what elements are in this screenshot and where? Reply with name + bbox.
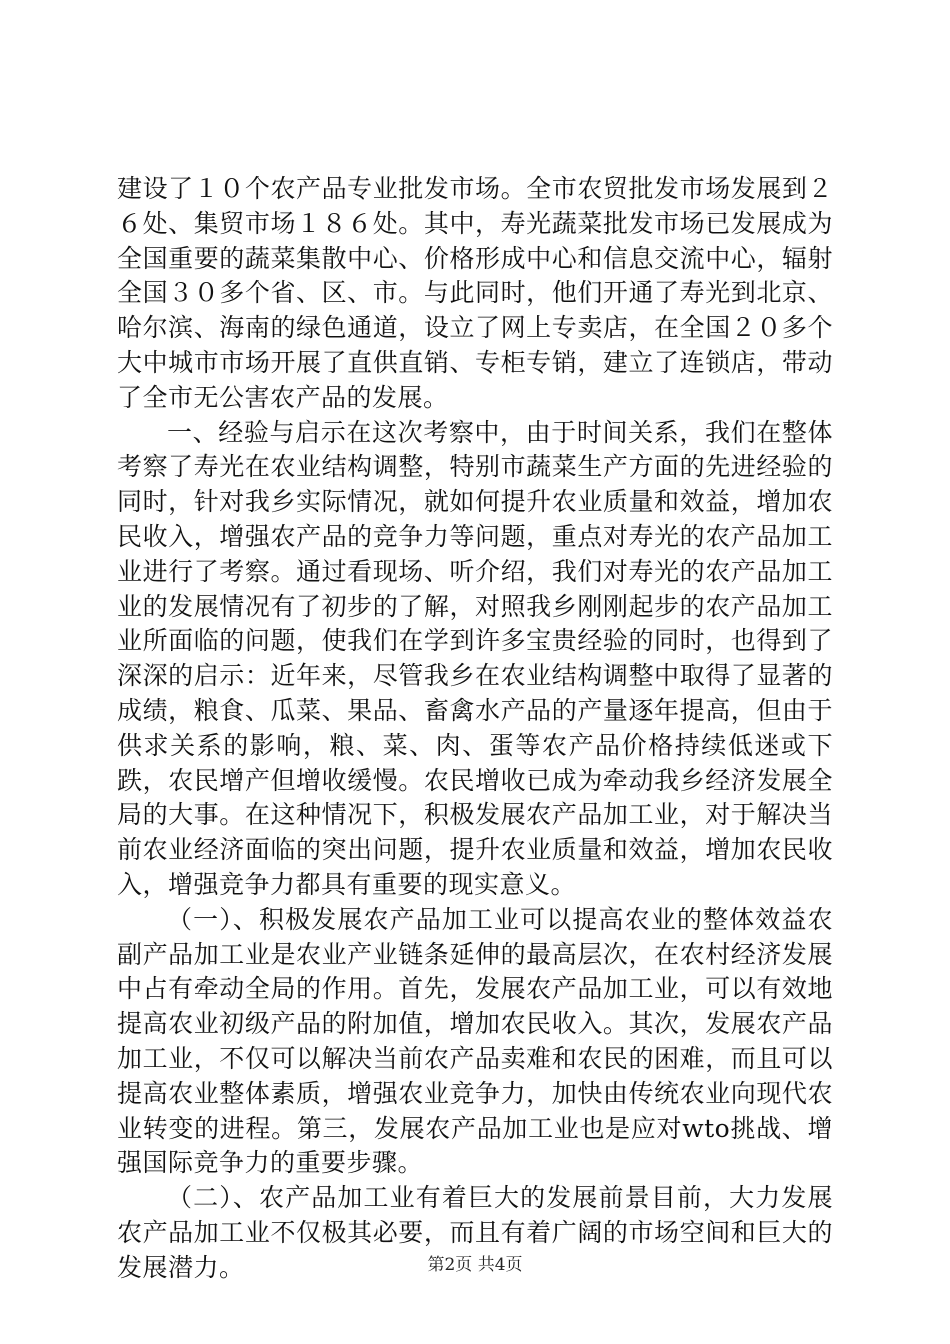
page-footer: 第2页 共4页 <box>427 1255 523 1275</box>
document-body <box>117 172 833 1286</box>
paragraph-2: 一、经验与启示在这次考察中，由于时间关系，我们在整体考察了寿光在农业结构调整，特别市蔬菜生产方面的先进经验的同时，针对我乡实际情况，就如何提升农业质量和效益，增加农民收入，增强农产品的竞争力等问题，重点对寿光的农产品加工业进行了考察。通过看现场、听介绍，我们对寿光的农产品加工业的发展情况有了初步的了解，对照我乡刚刚起步的农产品加工业所面临的问题，使我们在学到许多宝贵经验的同时，也得到了深深的启示：近年来，尽管我乡在农业结构调整中取得了显著的成绩，粮食、瓜菜、果品、畜禽水产品的产量逐年提高，但由于供求关系的影响，粮、菜、肉、蛋等农产品价格持续低迷或下跌，农民增产但增收缓慢。农民增收已成为牵动我乡经济发展全局的大事。在这种情况下，积极发展农产品加工业，对于解决当前农业经济面临的突出问题，提升农业质量和效益，增加农民收入，增强竞争力都具有重要的现实意义。 <box>117 417 833 899</box>
paragraph-1: 建设了１０个农产品专业批发市场。全市农贸批发市场发展到２６处、集贸市场１８６处。其中，寿光蔬菜批发市场已发展成为全国重要的蔬菜集散中心、价格形成中心和信息交流中心，辐射全国３０多个省、区、市。与此同时，他们开通了寿光到北京、哈尔滨、海南的绿色通道，设立了网上专卖店，在全国２０多个大中城市市场开展了直供直销、专柜专销，建立了连锁店，带动了全市无公害农产品的发展。 <box>117 174 833 412</box>
paragraph-3: （一）、积极发展农产品加工业可以提高农业的整体效益农副产品加工业是农业产业链条延伸的最高层次，在农村经济发展中占有牵动全局的作用。首先，发展农产品加工业，可以有效地提高农业初级产品的附加值，增加农民收入。其次，发展农产品加工业，不仅可以解决当前农产品卖难和农民的困难，而且可以提高农业整体素质，增强农业竞争力，加快由传统农业向现代农业转变的进程。第三，发展农产品加工业也是应对wto挑战、增强国际竞争力的重要步骤。 <box>117 904 833 1178</box>
paragraph-4: （二）、农产品加工业有着巨大的发展前景目前，大力发展农产品加工业不仅极其必要，而且有着广阔的市场空间和巨大的发展潜力。 <box>117 1183 833 1282</box>
